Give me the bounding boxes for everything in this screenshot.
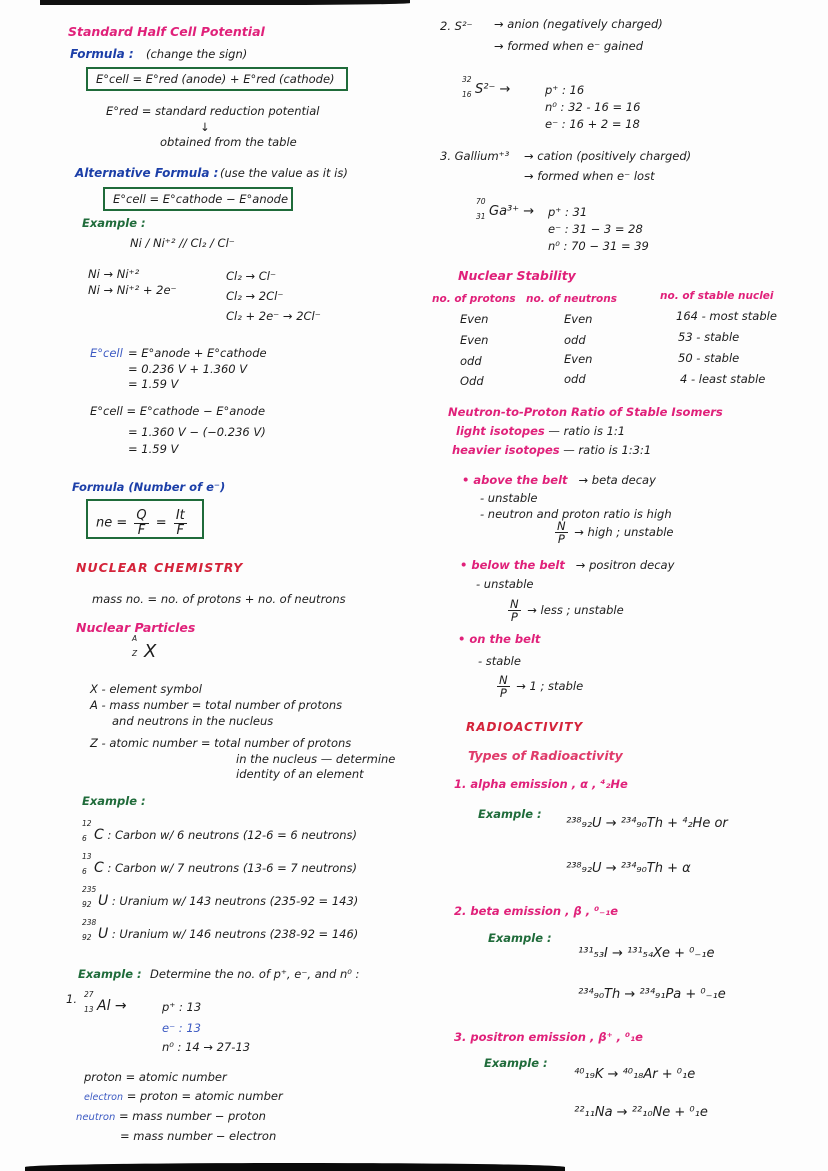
beta-title: 2. beta emission , β , ⁰₋₁e (454, 904, 619, 918)
example3-text: Determine the no. of p⁺, e⁻, and n⁰ : (150, 967, 360, 981)
iso-text: : Carbon w/ 7 neutrons (13-6 = 7 neutrons) (107, 861, 358, 875)
stability-cell: Odd (460, 374, 484, 388)
sulfur-item (440, 20, 473, 33)
iso-text: : Uranium w/ 146 neutrons (238-92 = 146) (111, 927, 359, 941)
frac-num: Q (136, 508, 147, 523)
iso-text: : Uranium w/ 143 neutrons (235-92 = 143) (111, 894, 359, 908)
example2-label: Example : (82, 794, 146, 808)
item-number: 2. (440, 19, 451, 33)
ratio-title: Neutron-to-Proton Ratio of Stable Isomers (448, 405, 723, 419)
al-neutrons: n⁰ : 14 → 27-13 (162, 1040, 251, 1054)
def-a-cont: and neutrons in the nucleus (112, 714, 274, 728)
on-belt-line1: - stable (478, 654, 521, 668)
above-belt-decay: → beta decay (578, 473, 656, 487)
example3-label: Example : (78, 967, 142, 981)
iso-z: 92 (82, 900, 92, 909)
on-belt-ratio (494, 674, 583, 699)
above-belt-line1: - unstable (480, 491, 538, 505)
def-a: A - mass number = total number of protons (90, 698, 343, 712)
calc1-line2: = 0.236 V + 1.360 V (128, 362, 248, 376)
rule-row (84, 1090, 283, 1104)
iso-a: 27 (84, 990, 94, 999)
ratio-result: → 1 ; stable (516, 679, 584, 694)
alt-formula-note: (use the value as it is) (220, 166, 348, 180)
frac-den: P (510, 610, 518, 625)
ratio-result: → high ; unstable (574, 525, 674, 540)
gallium-note-2: → formed when e⁻ lost (524, 169, 655, 183)
frac-den: P (499, 686, 507, 701)
ratio-heavy (452, 444, 651, 457)
isotope-row (82, 918, 359, 942)
stability-cell: 53 - stable (678, 330, 740, 344)
def-z-cont2: identity of an element (236, 767, 364, 781)
gallium-protons: p⁺ : 31 (548, 205, 588, 219)
half-reaction-left-2: Ni → Ni⁺² + 2e⁻ (88, 283, 177, 297)
iso-z: 13 (84, 1005, 94, 1014)
rule-row (120, 1130, 276, 1143)
nuclide-notation (132, 634, 157, 663)
formula-box (86, 67, 348, 91)
beta-example-label: Example : (488, 931, 552, 945)
positron-title: 3. positron emission , β⁺ , ⁰₁e (454, 1030, 643, 1044)
sulfur-note-1: → anion (negatively charged) (494, 17, 663, 31)
cell-notation: Ni / Ni⁺² // Cl₂ / Cl⁻ (130, 236, 235, 250)
calc1-result: = 1.59 V (128, 377, 179, 391)
arrow-right-icon: → (499, 82, 511, 97)
on-belt-title: • on the belt (458, 632, 541, 646)
below-belt-line1: - unstable (476, 577, 534, 591)
def-z-cont1: in the nucleus — determine (236, 752, 396, 766)
rule-key: electron (84, 1092, 124, 1103)
rule-value: = mass number − proton (118, 1109, 266, 1123)
iso-sym: U (98, 926, 109, 942)
calc2-result: = 1.59 V (128, 442, 179, 456)
arrow-down-icon: ↓ (200, 120, 210, 134)
gallium-nuclide (476, 197, 535, 221)
ratio-result: → less ; unstable (527, 603, 624, 618)
ered-definition: E°red = standard reduction potential (106, 104, 320, 118)
iso-a: 70 (476, 197, 486, 206)
ne-formula-label: Formula (Number of e⁻) (72, 480, 226, 494)
stability-cell: Even (564, 312, 593, 326)
iso-sym: U (98, 893, 109, 909)
stability-cell: Even (564, 352, 593, 366)
iso-sym: S²⁻ (475, 82, 496, 97)
half-reaction-right-3: Cl₂ + 2e⁻ → 2Cl⁻ (226, 309, 321, 323)
iso-sym: C (94, 860, 104, 876)
equals: = (155, 515, 167, 531)
alpha-equation-1: ²³⁸₉₂U → ²³⁴₉₀Th + ⁴₂He or (566, 816, 728, 831)
gallium-item (440, 150, 509, 163)
below-belt-decay: → positron decay (575, 558, 675, 572)
iso-sym: C (94, 827, 104, 843)
item-number: 3. (440, 149, 451, 163)
iso-z: 6 (82, 867, 87, 876)
radioactivity-title: RADIOACTIVITY (466, 720, 584, 734)
sulfur-note-2: → formed when e⁻ gained (494, 39, 644, 53)
formula-label: Formula : (70, 47, 134, 61)
rule-row (76, 1110, 266, 1124)
stability-cell: odd (460, 354, 482, 368)
stability-cell: Even (460, 333, 489, 347)
iso-a: 235 (82, 885, 97, 894)
ion-symbol: S²⁻ (454, 19, 473, 33)
sulfur-neutrons: n⁰ : 32 - 16 = 16 (545, 100, 641, 114)
beta-equation-1: ¹³¹₅₃I → ¹³¹₅₄Xe + ⁰₋₁e (578, 946, 715, 961)
isotope-row (82, 885, 359, 909)
example-label: Example : (82, 216, 146, 230)
ratio-light (456, 425, 625, 438)
iso-z: 6 (82, 834, 87, 843)
stability-header-protons: no. of protons (432, 293, 516, 305)
fraction-it-over-f (174, 509, 187, 537)
item-number: 1. (66, 992, 77, 1006)
half-reaction-right-1: Cl₂ → Cl⁻ (226, 269, 277, 283)
ratio-heavy-key: heavier isotopes (452, 443, 560, 457)
alpha-title: 1. alpha emission , α , ⁴₂He (454, 777, 628, 791)
iso-z: 92 (82, 933, 92, 942)
above-belt-ratio (552, 520, 674, 545)
stability-cell: Even (460, 312, 489, 326)
half-reaction-right-2: Cl₂ → 2Cl⁻ (226, 289, 284, 303)
frac-num: N (510, 597, 519, 611)
gallium-note-1: → cation (positively charged) (524, 149, 692, 163)
stability-header-neutrons: no. of neutrons (526, 293, 617, 305)
def-x: X - element symbol (90, 682, 202, 696)
alt-formula-box (103, 187, 293, 211)
stability-cell: odd (564, 333, 586, 347)
arrow-right-icon: → (523, 204, 535, 219)
ered-source: obtained from the table (160, 135, 297, 149)
below-belt-title: • below the belt (460, 558, 565, 572)
frac-num: N (557, 519, 566, 533)
ne-formula-box (86, 499, 204, 539)
frac-den: F (176, 522, 185, 538)
nuclear-chemistry-title: NUCLEAR CHEMISTRY (76, 560, 244, 575)
iso-sym: Ga³⁺ (489, 204, 520, 219)
gallium-neutrons: n⁰ : 70 − 31 = 39 (548, 239, 649, 253)
isotope-row (82, 819, 358, 843)
rule-value: = proton = atomic number (126, 1089, 283, 1103)
rule-key: proton (84, 1070, 122, 1084)
frac-num: It (175, 508, 185, 523)
rule-key: neutron (76, 1112, 116, 1123)
stability-cell: 164 - most stable (676, 309, 777, 323)
gallium-electrons: e⁻ : 31 − 3 = 28 (548, 222, 643, 236)
def-z: Z - atomic number = total number of protons (90, 736, 352, 750)
ne-lhs: ne = (96, 515, 128, 531)
iso-z: 31 (476, 212, 486, 221)
sulfur-protons: p⁺ : 16 (545, 83, 585, 97)
alpha-equation-2: ²³⁸₉₂U → ²³⁴₉₀Th + α (566, 861, 691, 876)
page-edge-shadow-bottom (25, 1163, 565, 1171)
iso-a: 32 (462, 75, 472, 84)
on-belt (458, 633, 540, 646)
arrow-right-icon: → (114, 998, 127, 1014)
formula-note: (change the sign) (146, 47, 248, 61)
nuclear-particles-title: Nuclear Particles (76, 620, 196, 635)
calc1-line1: = E°anode + E°cathode (128, 346, 267, 360)
calc2-line0: E°cell = E°cathode − E°anode (90, 404, 266, 418)
positron-equation-1: ⁴⁰₁₉K → ⁴⁰₁₈Ar + ⁰₁e (574, 1067, 696, 1082)
page-edge-shadow-top (40, 0, 410, 5)
isotope-row (82, 852, 358, 876)
ratio-heavy-value: — ratio is 1:3:1 (563, 443, 652, 457)
ratio-light-key: light isotopes (456, 424, 545, 438)
half-reaction-left-1: Ni → Ni⁺² (88, 267, 140, 281)
al-protons: p⁺ : 13 (162, 1000, 202, 1014)
iso-a: 238 (82, 918, 97, 927)
below-belt (460, 559, 674, 572)
stability-header-nuclei: no. of stable nuclei (660, 290, 774, 302)
sulfur-nuclide (462, 75, 511, 99)
aluminum-nuclide (84, 990, 127, 1014)
iso-z: 16 (462, 90, 472, 99)
mass-number-def: mass no. = no. of protons + no. of neutrons (92, 592, 346, 606)
ion-symbol: Gallium⁺³ (454, 149, 510, 163)
formula-text: E°cell = E°red (anode) + E°red (cathode) (96, 72, 335, 86)
mass-number-symbol: A (132, 634, 138, 643)
iso-text: : Carbon w/ 6 neutrons (12-6 = 6 neutrons) (107, 828, 358, 842)
calc2-line1: = 1.360 V − (−0.236 V) (128, 425, 266, 439)
rule-value: = atomic number (125, 1070, 227, 1084)
below-belt-ratio (505, 598, 624, 623)
frac-num: N (499, 673, 508, 687)
frac-den: F (137, 522, 146, 538)
positron-example-label: Example : (484, 1056, 548, 1070)
alpha-example-label: Example : (478, 807, 542, 821)
iso-a: 13 (82, 852, 92, 861)
types-title: Types of Radioactivity (468, 748, 623, 763)
al-electrons: e⁻ : 13 (162, 1021, 201, 1035)
ne-formula (96, 509, 190, 537)
alt-formula-label: Alternative Formula : (75, 166, 219, 180)
beta-equation-2: ²³⁴₉₀Th → ²³⁴₉₁Pa + ⁰₋₁e (578, 987, 726, 1002)
stability-cell: 4 - least stable (680, 372, 766, 386)
rule-value: = mass number − electron (120, 1129, 277, 1143)
nuclear-stability-title: Nuclear Stability (458, 268, 576, 283)
ratio-light-value: — ratio is 1:1 (548, 424, 626, 438)
above-belt-line2: - neutron and proton ratio is high (480, 507, 672, 521)
alt-formula-text: E°cell = E°cathode − E°anode (113, 192, 289, 206)
positron-equation-2: ²²₁₁Na → ²²₁₀Ne + ⁰₁e (574, 1105, 708, 1120)
iso-a: 12 (82, 819, 92, 828)
atomic-number-symbol: Z (132, 649, 138, 658)
above-belt (462, 474, 656, 487)
frac-den: P (557, 532, 565, 547)
stability-cell: 50 - stable (678, 351, 740, 365)
rule-row (84, 1071, 227, 1084)
fraction-q-over-f (134, 509, 148, 537)
calc1-label: E°cell (90, 346, 123, 360)
sulfur-electrons: e⁻ : 16 + 2 = 18 (545, 117, 640, 131)
section-title-half-cell: Standard Half Cell Potential (68, 24, 265, 39)
iso-sym: Al (97, 998, 111, 1014)
above-belt-title: • above the belt (462, 473, 568, 487)
stability-cell: odd (564, 372, 586, 386)
element-symbol: X (144, 641, 157, 662)
